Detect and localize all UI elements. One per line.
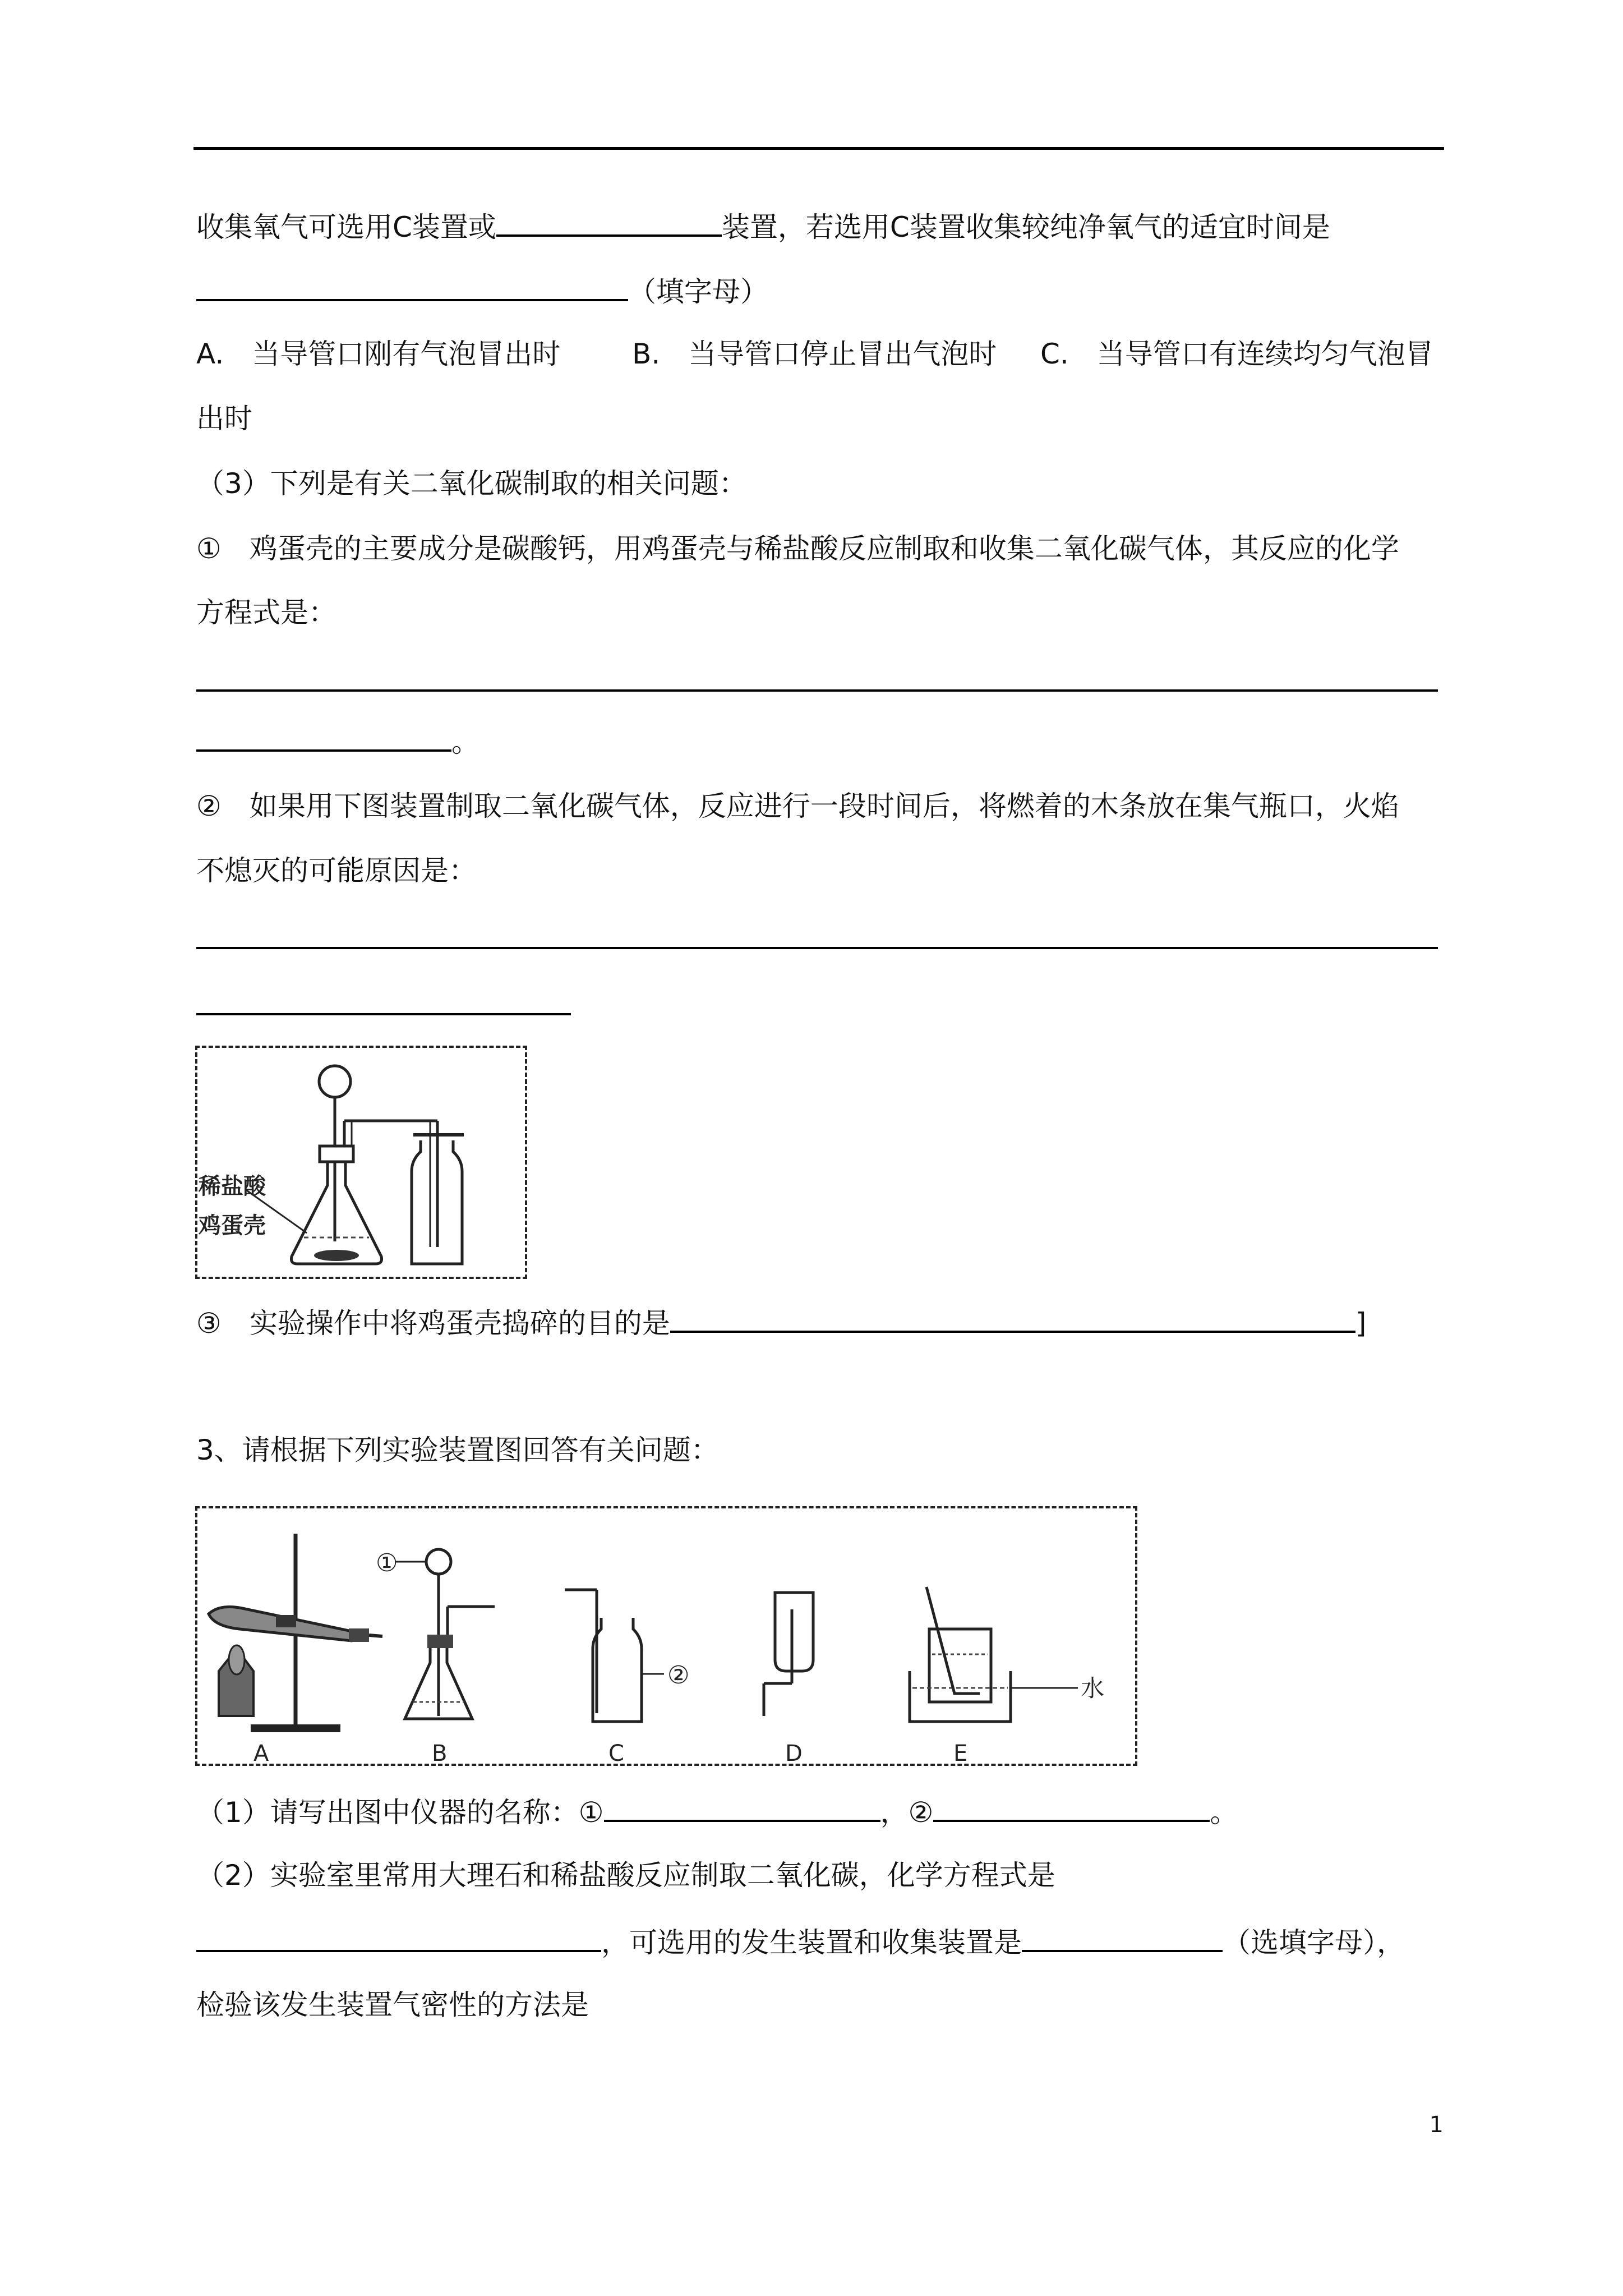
label-eggshell: 鸡蛋壳 bbox=[199, 1213, 266, 1239]
q3-title: 3、请根据下列实验装置图回答有关问题： bbox=[196, 1434, 719, 1466]
item3-text: ③ 实验操作中将鸡蛋壳捣碎的目的是 bbox=[196, 1307, 670, 1340]
q3-part1-text-b: ，② bbox=[880, 1796, 934, 1829]
q3-part1-text-a: （1）请写出图中仪器的名称：① bbox=[196, 1796, 604, 1829]
apparatus-drawing bbox=[197, 1048, 525, 1277]
item1-line1: ① 鸡蛋壳的主要成分是碳酸钙，用鸡蛋壳与稀盐酸反应制取和收集二氧化碳气体，其反应的化学 bbox=[196, 532, 1399, 565]
page-number: 1 bbox=[1429, 2112, 1444, 2138]
label-water: 水 bbox=[1081, 1674, 1105, 1702]
blank-collection-device[interactable] bbox=[496, 209, 722, 237]
q3-part1-text-c: 。 bbox=[1210, 1796, 1238, 1829]
option-b: B. 当导管口停止冒出气泡时 bbox=[632, 338, 997, 370]
q2-line1-text-a: 收集氧气可选用C装置或 bbox=[196, 211, 496, 243]
item2-line2: 不熄灭的可能原因是： bbox=[196, 854, 477, 887]
label-dilute-hcl: 稀盐酸 bbox=[199, 1174, 266, 1199]
item3-line bbox=[196, 1305, 1366, 1340]
answer-rule-2[interactable] bbox=[196, 947, 1438, 949]
option-a: A. 当导管口刚有气泡冒出时 bbox=[196, 338, 561, 370]
item1-period: 。 bbox=[451, 726, 479, 758]
item1-end-line bbox=[196, 724, 479, 759]
label-b: B bbox=[432, 1741, 448, 1764]
answer-rule-3[interactable] bbox=[196, 1013, 571, 1015]
answer-rule-1[interactable] bbox=[196, 689, 1438, 692]
figure-apparatus-a-e bbox=[195, 1506, 1137, 1766]
label-a: A bbox=[253, 1741, 269, 1764]
q3-part2-text-c: （选填字母）， bbox=[1223, 1926, 1405, 1959]
figure-eggshell-apparatus bbox=[195, 1046, 527, 1279]
blank-co2-equation[interactable] bbox=[196, 1924, 601, 1952]
label-c: C bbox=[608, 1741, 624, 1764]
item1-line2: 方程式是： bbox=[196, 596, 336, 629]
blank-instrument-1[interactable] bbox=[604, 1794, 880, 1822]
item2-line1: ② 如果用下图装置制取二氧化碳气体，反应进行一段时间后，将燃着的木条放在集气瓶口，火焰 bbox=[196, 790, 1399, 822]
q2-line1-text-b: 装置，若选用C装置收集较纯净氧气的适宜时间是 bbox=[721, 211, 1330, 243]
q2-options bbox=[196, 337, 1433, 371]
item3-bracket: ] bbox=[1355, 1307, 1367, 1340]
q3-part1 bbox=[196, 1794, 1238, 1829]
q3-part2-line3: 检验该发生装置气密性的方法是 bbox=[196, 1989, 589, 2021]
q2-line2-tail: （填字母） bbox=[628, 275, 768, 308]
header-rule bbox=[193, 147, 1444, 150]
part3-title: （3）下列是有关二氧化碳制取的相关问题： bbox=[196, 467, 747, 500]
blank-instrument-2[interactable] bbox=[933, 1794, 1210, 1822]
option-c-cont: 出时 bbox=[196, 402, 252, 435]
marker-1: ① bbox=[376, 1549, 398, 1577]
q2-line2 bbox=[196, 273, 768, 309]
blank-crush-purpose[interactable] bbox=[670, 1305, 1355, 1333]
q2-line1 bbox=[196, 209, 1330, 244]
blank-equation-tail[interactable] bbox=[196, 724, 451, 752]
q3-part2-line2 bbox=[196, 1924, 1405, 1959]
blank-collection-time[interactable] bbox=[196, 273, 628, 301]
label-d: D bbox=[785, 1741, 803, 1764]
blank-device-letters[interactable] bbox=[1022, 1924, 1223, 1952]
marker-2: ② bbox=[667, 1661, 690, 1690]
option-c: C. 当导管口有连续均匀气泡冒 bbox=[1040, 338, 1433, 370]
apparatus-a-e-drawing bbox=[197, 1508, 1135, 1764]
q3-part2-line1: （2）实验室里常用大理石和稀盐酸反应制取二氧化碳，化学方程式是 bbox=[196, 1859, 1055, 1892]
label-e: E bbox=[953, 1741, 968, 1764]
q3-part2-text-b: ，可选用的发生装置和收集装置是 bbox=[601, 1926, 1022, 1959]
